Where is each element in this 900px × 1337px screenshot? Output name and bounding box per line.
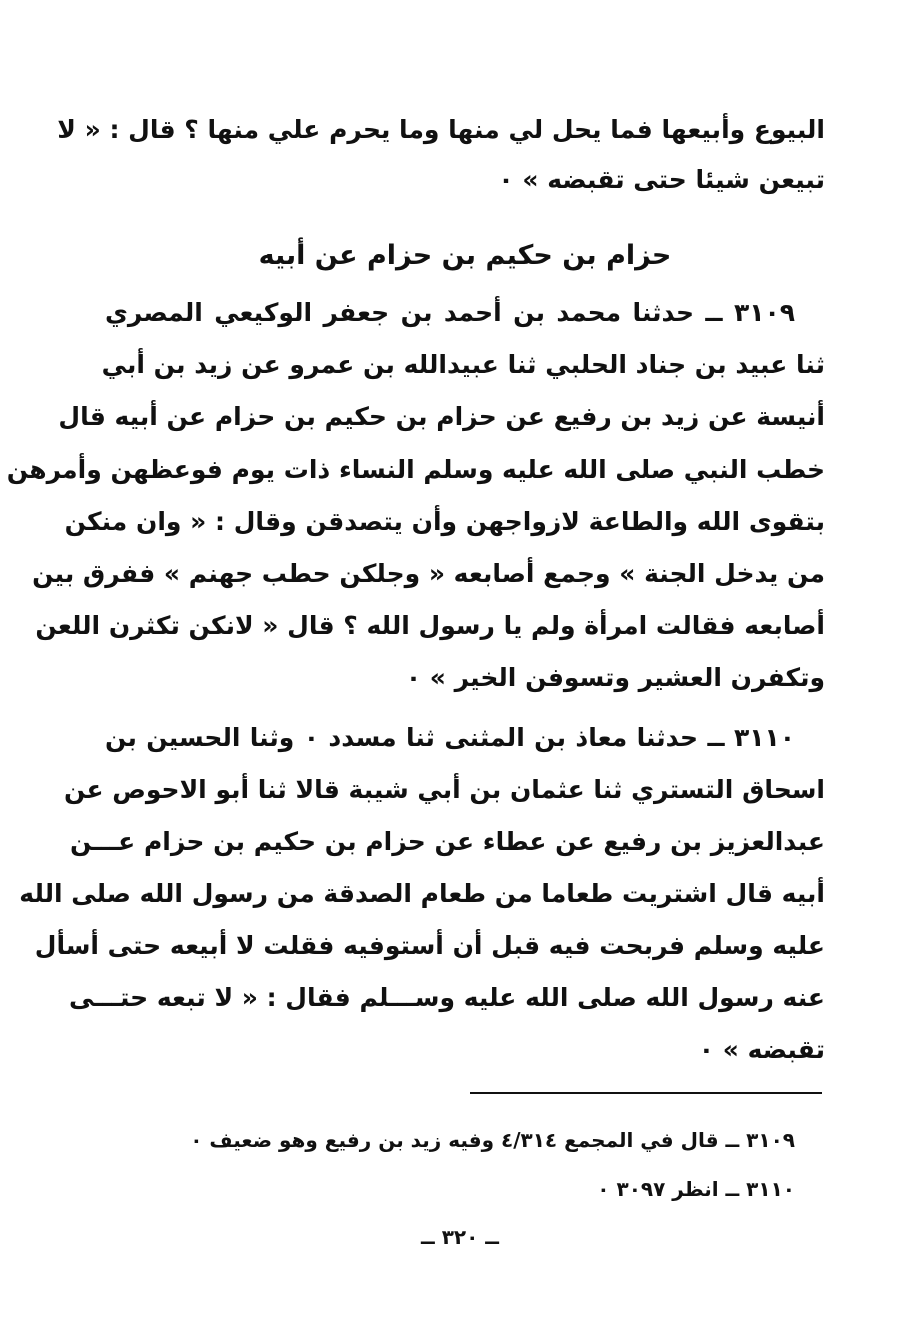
hadith-line: ٣١٠٩ ــ حدثنا محمد بن أحمد بن جعفر الوكيعي المصري — [105, 298, 795, 327]
hadith-line: أنيسة عن زيد بن رفيع عن حزام بن حكيم بن حزام عن أبيه قال — [58, 402, 825, 431]
hadith-line: ثنا عبيد بن جناد الحلبي ثنا عبيدالله بن عمرو عن زيد بن أبي — [101, 350, 825, 379]
hadith-line: عبدالعزيز بن رفيع عن عطاء عن حزام بن حكيم بن حزام عـــن — [70, 827, 825, 856]
section-heading: حزام بن حكيم بن حزام عن أبيه — [258, 240, 672, 271]
page-number: ــ ٣٢٠ ــ — [421, 1225, 499, 1249]
hadith-line: بتقوى الله والطاعة لازواجهن وأن يتصدقن وقال : « وان منكن — [64, 507, 825, 536]
hadith-line: ٣١١٠ ــ حدثنا معاذ بن المثنى ثنا مسدد ٠ وثنا الحسين بن — [105, 723, 796, 752]
hadith-line: خطب النبي صلى الله عليه وسلم النساء ذات يوم فوعظهن وأمرهن — [6, 455, 825, 484]
hadith-line: عليه وسلم فربحت فيه قبل أن أستوفيه فقلت لا أبيعه حتى أسأل — [34, 931, 825, 960]
hadith-line: اسحاق التستري ثنا عثمان بن أبي شيبة قالا ثنا أبو الاحوص عن — [63, 775, 825, 804]
footnote: ٣١١٠ ــ انظر ٣٠٩٧ ٠ — [597, 1177, 795, 1201]
hadith-line: أبيه قال اشتريت طعاما من طعام الصدقة من رسول الله صلى الله — [19, 879, 825, 908]
hadith-line: تقبضه » ٠ — [698, 1035, 825, 1064]
hadith-line: أصابعه فقالت امرأة ولم يا رسول الله ؟ قال « لانكن تكثرن اللعن — [35, 611, 825, 640]
hadith-line: عنه رسول الله صلى الله عليه وســـلم فقال : « لا تبعه حتـــى — [69, 983, 825, 1012]
footnote: ٣١٠٩ ــ قال في المجمع ٤/٣١٤ وفيه زيد بن رفيع وهو ضعيف ٠ — [190, 1128, 795, 1152]
footnote-separator — [470, 1092, 822, 1094]
intro-line: تبيعن شيئا حتى تقبضه » ٠ — [498, 165, 825, 194]
intro-line: البيوع وأبيعها فما يحل لي منها وما يحرم علي منها ؟ قال : « لا — [57, 115, 825, 144]
hadith-line: وتكفرن العشير وتسوفن الخير » ٠ — [405, 663, 825, 692]
hadith-line: من يدخل الجنة » وجمع أصابعه « وجلكن حطب جهنم » ففرق بين — [32, 559, 825, 588]
